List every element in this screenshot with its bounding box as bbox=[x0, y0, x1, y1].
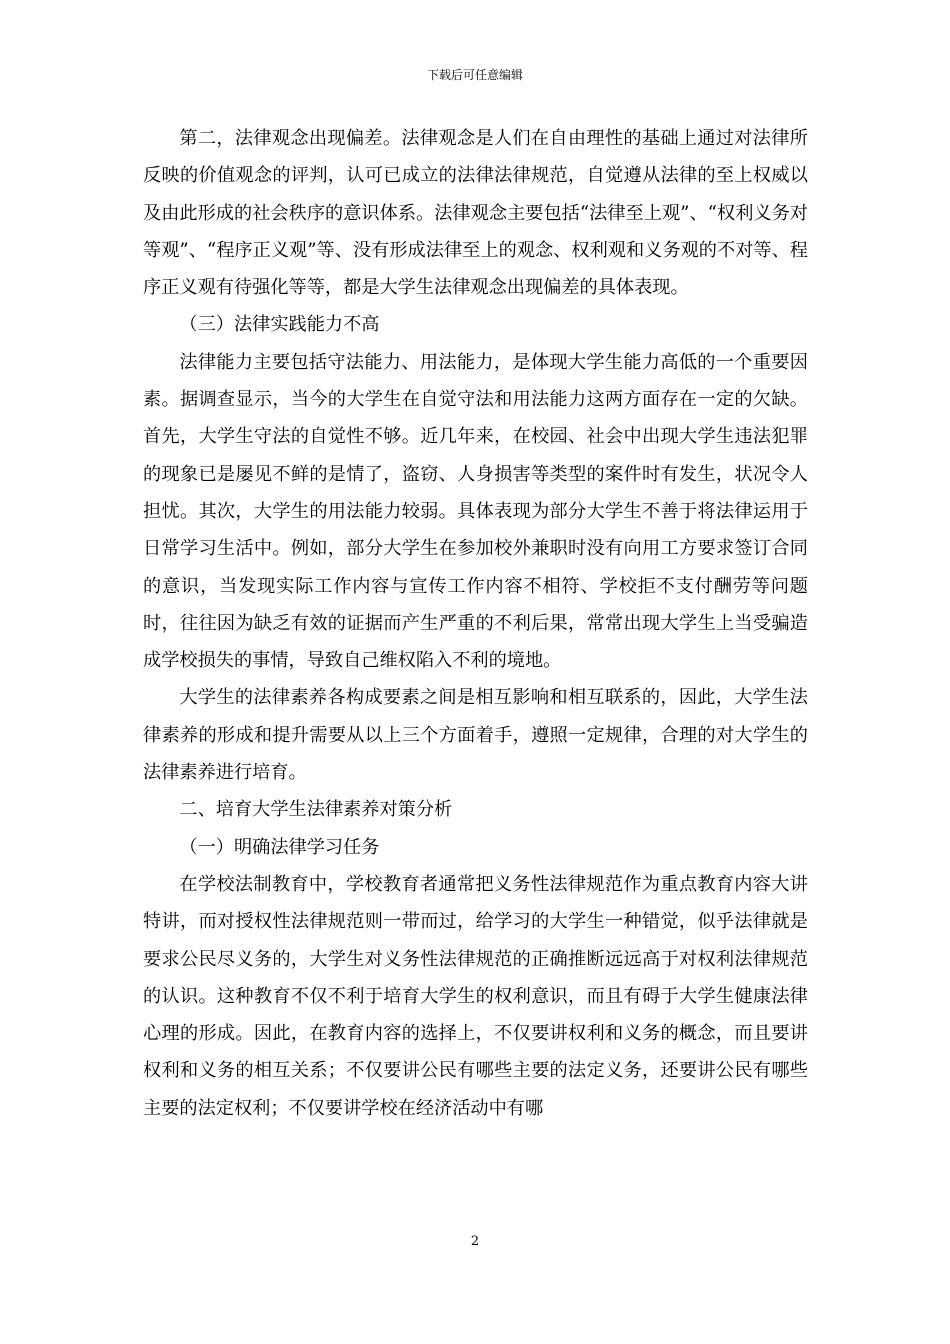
section-heading-tasks: （一）明确法律学习任务 bbox=[179, 836, 380, 858]
paragraph-elements: 大学生的法律素养各构成要素之间是相互影响和相互联系的，因此，大学生法律素养的形成和提升需要从以上三个方面着手，遵照一定规律，合理的对大学生的法律素养进行培育。 bbox=[143, 687, 808, 784]
paragraph-legal-ability: 法律能力主要包括守法能力、用法能力，是体现大学生能力高低的一个重要因素。据调查显示，当今的大学生在自觉守法和用法能力这两方面存在一定的欠缺。首先，大学生守法的自觉性不够。近几年来，在校园、社会中出现大学生违法犯罪的现象已是屡见不鲜的是情了，盗窃、人身损害等类型的案件时有发生，状况令人担忧。其次，大学生的用法能力较弱。具体表现为部分大学生不善于将法律运用于日常学习生活中。例如，部分大学生在参加校外兼职时没有向用工方要求签订合同的意识，当发现实际工作内容与宣传工作内容不相符、学校拒不支付酬劳等问题时，往往因为缺乏有效的证据而产生严重的不利后果，常常出现大学生上当受骗造成学校损失的事情，导致自己维权陷入不利的境地。 bbox=[143, 351, 808, 672]
section-heading-countermeasures: 二、培育大学生法律素养对策分析 bbox=[179, 799, 453, 821]
page-number: 2 bbox=[470, 1234, 480, 1249]
section-heading-practice: （三）法律实践能力不高 bbox=[179, 314, 380, 336]
document-body bbox=[143, 120, 808, 1127]
paragraph-legal-education: 在学校法制教育中，学校教育者通常把义务性法律规范作为重点教育内容大讲特讲，而对授权性法律规范则一带而过，给学习的大学生一种错觉，似乎法律就是要求公民尽义务的，大学生对义务性法律规范的正确推断远远高于对权利法律规范的认识。这种教育不仅不利于培育大学生的权利意识，而且有碍于大学生健康法律心理的形成。因此，在教育内容的选择上，不仅要讲权利和义务的概念，而且要讲权利和义务的相互关系；不仅要讲公民有哪些主要的法定义务，还要讲公民有哪些主要的法定权利；不仅要讲学校在经济活动中有哪 bbox=[143, 873, 808, 1119]
page-header: 下载后可任意编辑 bbox=[426, 68, 523, 82]
paragraph-legal-concept: 第二，法律观念出现偏差。法律观念是人们在自由理性的基础上通过对法律所反映的价值观念的评判，认可已成立的法律法律规范，自觉遵从法律的至上权威以及由此形成的社会秩序的意识体系。法律观念主要包括“法律至上观”、“权利义务对等观”、“程序正义观”等、没有形成法律至上的观念、权利观和义务观的不对等、程序正义观有待强化等等，都是大学生法律观念出现偏差的具体表现。 bbox=[143, 128, 808, 299]
